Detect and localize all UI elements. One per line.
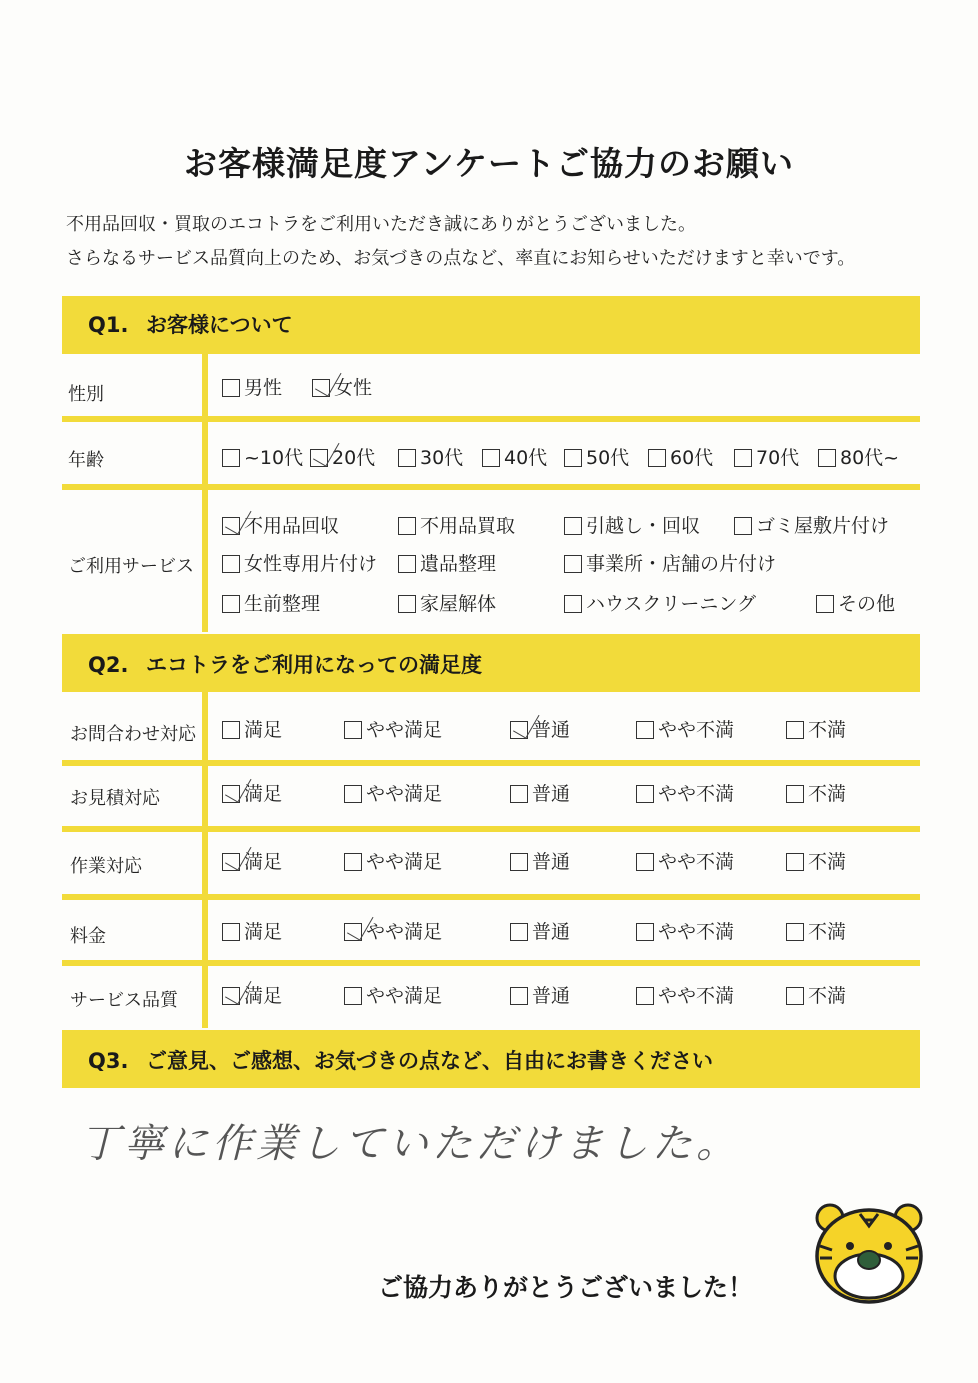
age-option-label: ~10代	[244, 447, 304, 469]
service-option-label: 不用品回収	[244, 515, 340, 537]
service-option-label: 事業所・店舗の片付け	[586, 553, 777, 575]
age-option-label: 50代	[586, 447, 630, 469]
checkbox-icon[interactable]	[564, 595, 582, 613]
service-option[interactable]	[564, 514, 700, 538]
rating-option-label: 普通	[532, 719, 571, 741]
checkbox-icon[interactable]	[786, 721, 804, 739]
service-option-label: ゴミ屋敷片付け	[756, 515, 890, 537]
service-label: ご利用サービス	[68, 556, 194, 577]
q2-row-separator	[62, 894, 920, 900]
age-option[interactable]	[222, 446, 303, 470]
checkbox-icon[interactable]	[344, 721, 362, 739]
intro-line-2: さらなるサービス品質向上のため、お気づきの点など、率直にお知らせいただけますと幸いです。	[66, 248, 856, 269]
q3-handwritten-answer: 丁寧に作業していただけました。	[80, 1121, 740, 1167]
rating-option[interactable]	[344, 850, 442, 874]
rating-option[interactable]	[786, 718, 846, 742]
q3-number: Q3.	[88, 1049, 129, 1073]
checkbox-icon[interactable]	[398, 595, 416, 613]
checked-box-icon[interactable]	[222, 785, 240, 803]
service-option-label: 引越し・回収	[586, 515, 701, 537]
checked-box-icon[interactable]	[510, 721, 528, 739]
q2-row-separator	[62, 760, 920, 766]
q3-title: ご意見、ご感想、お気づきの点など、自由にお書きください	[146, 1049, 713, 1073]
rating-option-label: 満足	[244, 783, 283, 805]
rating-option[interactable]	[510, 850, 570, 874]
service-option-label: 不用品買取	[420, 515, 516, 537]
checkbox-icon[interactable]	[222, 595, 240, 613]
rating-option-label: やや不満	[658, 985, 735, 1007]
rating-option[interactable]	[786, 984, 846, 1008]
gender-option-label: 男性	[244, 377, 283, 399]
rating-option[interactable]	[510, 782, 570, 806]
rating-option[interactable]	[510, 984, 570, 1008]
q2-divider	[202, 692, 208, 1028]
checkbox-icon[interactable]	[344, 853, 362, 871]
checked-box-icon[interactable]	[344, 923, 362, 941]
checkbox-icon[interactable]	[398, 449, 416, 467]
age-option[interactable]	[482, 446, 547, 470]
q1-number: Q1.	[88, 313, 129, 337]
checkbox-icon[interactable]	[510, 987, 528, 1005]
checkbox-icon[interactable]	[636, 987, 654, 1005]
q2-number: Q2.	[88, 653, 129, 677]
rating-option[interactable]	[222, 920, 282, 944]
checkbox-icon[interactable]	[510, 853, 528, 871]
checkbox-icon[interactable]	[648, 449, 666, 467]
checkbox-icon[interactable]	[816, 595, 834, 613]
q1-row-separator	[62, 484, 920, 490]
rating-option[interactable]	[786, 850, 846, 874]
rating-option[interactable]	[344, 920, 442, 944]
q1-divider	[202, 354, 208, 632]
rating-option-label: 満足	[244, 985, 283, 1007]
checkbox-icon[interactable]	[636, 785, 654, 803]
checkbox-icon[interactable]	[482, 449, 500, 467]
checkbox-icon[interactable]	[818, 449, 836, 467]
checkbox-icon[interactable]	[734, 449, 752, 467]
checked-box-icon[interactable]	[222, 853, 240, 871]
service-option-label: 女性専用片付け	[244, 553, 378, 575]
rating-option[interactable]	[636, 782, 734, 806]
rating-option-label: やや不満	[658, 921, 735, 943]
checked-box-icon[interactable]	[222, 987, 240, 1005]
service-option-label: ハウスクリーニング	[586, 593, 757, 615]
checkbox-icon[interactable]	[510, 785, 528, 803]
q2-row-label: 料金	[70, 926, 106, 947]
checkbox-icon[interactable]	[636, 923, 654, 941]
service-option[interactable]	[564, 592, 756, 616]
rating-option[interactable]	[636, 984, 734, 1008]
age-option[interactable]	[564, 446, 629, 470]
rating-option[interactable]	[222, 850, 282, 874]
rating-option-label: やや不満	[658, 719, 735, 741]
service-option[interactable]	[398, 592, 496, 616]
checkbox-icon[interactable]	[786, 785, 804, 803]
rating-option[interactable]	[344, 782, 442, 806]
service-option[interactable]	[564, 552, 776, 576]
checkbox-icon[interactable]	[222, 721, 240, 739]
age-option-label: 60代	[670, 447, 714, 469]
checkbox-icon[interactable]	[222, 555, 240, 573]
gender-option-label: 女性	[334, 377, 373, 399]
rating-option-label: 普通	[532, 985, 571, 1007]
rating-option[interactable]	[786, 920, 846, 944]
rating-option-label: 普通	[532, 783, 571, 805]
q2-row-separator	[62, 960, 920, 966]
checkbox-icon[interactable]	[222, 379, 240, 397]
rating-option-label: やや満足	[366, 921, 443, 943]
rating-option[interactable]	[510, 920, 570, 944]
service-option[interactable]	[816, 592, 895, 616]
service-option[interactable]	[222, 514, 339, 538]
q2-title: エコトラをご利用になっての満足度	[146, 653, 482, 677]
age-option[interactable]	[310, 446, 375, 470]
intro-line-1: 不用品回収・買取のエコトラをご利用いただき誠にありがとうございました。	[66, 214, 696, 235]
checkbox-icon[interactable]	[564, 517, 582, 535]
checkbox-icon[interactable]	[734, 517, 752, 535]
service-option[interactable]	[222, 552, 377, 576]
rating-option-label: やや満足	[366, 783, 443, 805]
rating-option-label: やや満足	[366, 719, 443, 741]
checkbox-icon[interactable]	[636, 721, 654, 739]
rating-option[interactable]	[222, 984, 282, 1008]
rating-option[interactable]	[636, 920, 734, 944]
rating-option-label: 不満	[808, 985, 847, 1007]
tiger-mascot-icon	[812, 1196, 926, 1306]
rating-option[interactable]	[636, 850, 734, 874]
age-option-label: 20代	[332, 447, 376, 469]
age-option[interactable]	[818, 446, 899, 470]
service-option-label: その他	[838, 593, 896, 615]
q3-header	[62, 1030, 920, 1088]
gender-option[interactable]	[312, 376, 372, 400]
q2-row-label: お問合わせ対応	[70, 724, 196, 745]
rating-option-label: 満足	[244, 851, 283, 873]
checkbox-icon[interactable]	[786, 923, 804, 941]
service-option[interactable]	[398, 552, 496, 576]
rating-option-label: 不満	[808, 921, 847, 943]
rating-option-label: やや不満	[658, 783, 735, 805]
q2-header	[62, 634, 920, 692]
gender-label: 性別	[68, 384, 104, 405]
age-label: 年齢	[68, 450, 104, 471]
checkbox-icon[interactable]	[398, 517, 416, 535]
rating-option[interactable]	[510, 718, 570, 742]
q1-row-separator	[62, 416, 920, 422]
service-option-label: 遺品整理	[420, 553, 497, 575]
q2-row-label: サービス品質	[70, 990, 178, 1011]
thanks-message: ご協力ありがとうございました！	[378, 1273, 754, 1302]
checkbox-icon[interactable]	[564, 449, 582, 467]
age-option-label: 70代	[756, 447, 800, 469]
q2-row-label: 作業対応	[70, 856, 142, 877]
age-option[interactable]	[648, 446, 713, 470]
rating-option[interactable]	[636, 718, 734, 742]
service-option-label: 家屋解体	[420, 593, 497, 615]
checked-box-icon[interactable]	[310, 449, 328, 467]
checkbox-icon[interactable]	[510, 923, 528, 941]
checkbox-icon[interactable]	[344, 987, 362, 1005]
rating-option-label: 不満	[808, 783, 847, 805]
rating-option[interactable]	[786, 782, 846, 806]
q2-row-label: お見積対応	[70, 788, 160, 809]
checkbox-icon[interactable]	[222, 923, 240, 941]
q2-row-separator	[62, 826, 920, 832]
rating-option[interactable]	[222, 782, 282, 806]
rating-option-label: 満足	[244, 921, 283, 943]
q1-title: お客様について	[146, 313, 293, 337]
rating-option-label: やや満足	[366, 985, 443, 1007]
age-option-label: 40代	[504, 447, 548, 469]
rating-option-label: やや満足	[366, 851, 443, 873]
rating-option[interactable]	[344, 718, 442, 742]
page-title: お客様満足度アンケートご協力のお願い	[183, 144, 795, 183]
checked-box-icon[interactable]	[222, 517, 240, 535]
q1-header	[62, 296, 920, 354]
checked-box-icon[interactable]	[312, 379, 330, 397]
checkbox-icon[interactable]	[398, 555, 416, 573]
checkbox-icon[interactable]	[786, 987, 804, 1005]
checkbox-icon[interactable]	[636, 853, 654, 871]
checkbox-icon[interactable]	[344, 785, 362, 803]
age-option-label: 80代~	[840, 447, 900, 469]
rating-option-label: 普通	[532, 851, 571, 873]
age-option[interactable]	[398, 446, 463, 470]
service-option-label: 生前整理	[244, 593, 321, 615]
rating-option-label: 不満	[808, 719, 847, 741]
rating-option-label: やや不満	[658, 851, 735, 873]
service-option[interactable]	[398, 514, 515, 538]
rating-option-label: 満足	[244, 719, 283, 741]
rating-option-label: 普通	[532, 921, 571, 943]
rating-option[interactable]	[344, 984, 442, 1008]
service-option[interactable]	[222, 592, 320, 616]
gender-option[interactable]	[222, 376, 282, 400]
age-option[interactable]	[734, 446, 799, 470]
service-option[interactable]	[734, 514, 889, 538]
rating-option-label: 不満	[808, 851, 847, 873]
checkbox-icon[interactable]	[222, 449, 240, 467]
checkbox-icon[interactable]	[564, 555, 582, 573]
rating-option[interactable]	[222, 718, 282, 742]
checkbox-icon[interactable]	[786, 853, 804, 871]
age-option-label: 30代	[420, 447, 464, 469]
